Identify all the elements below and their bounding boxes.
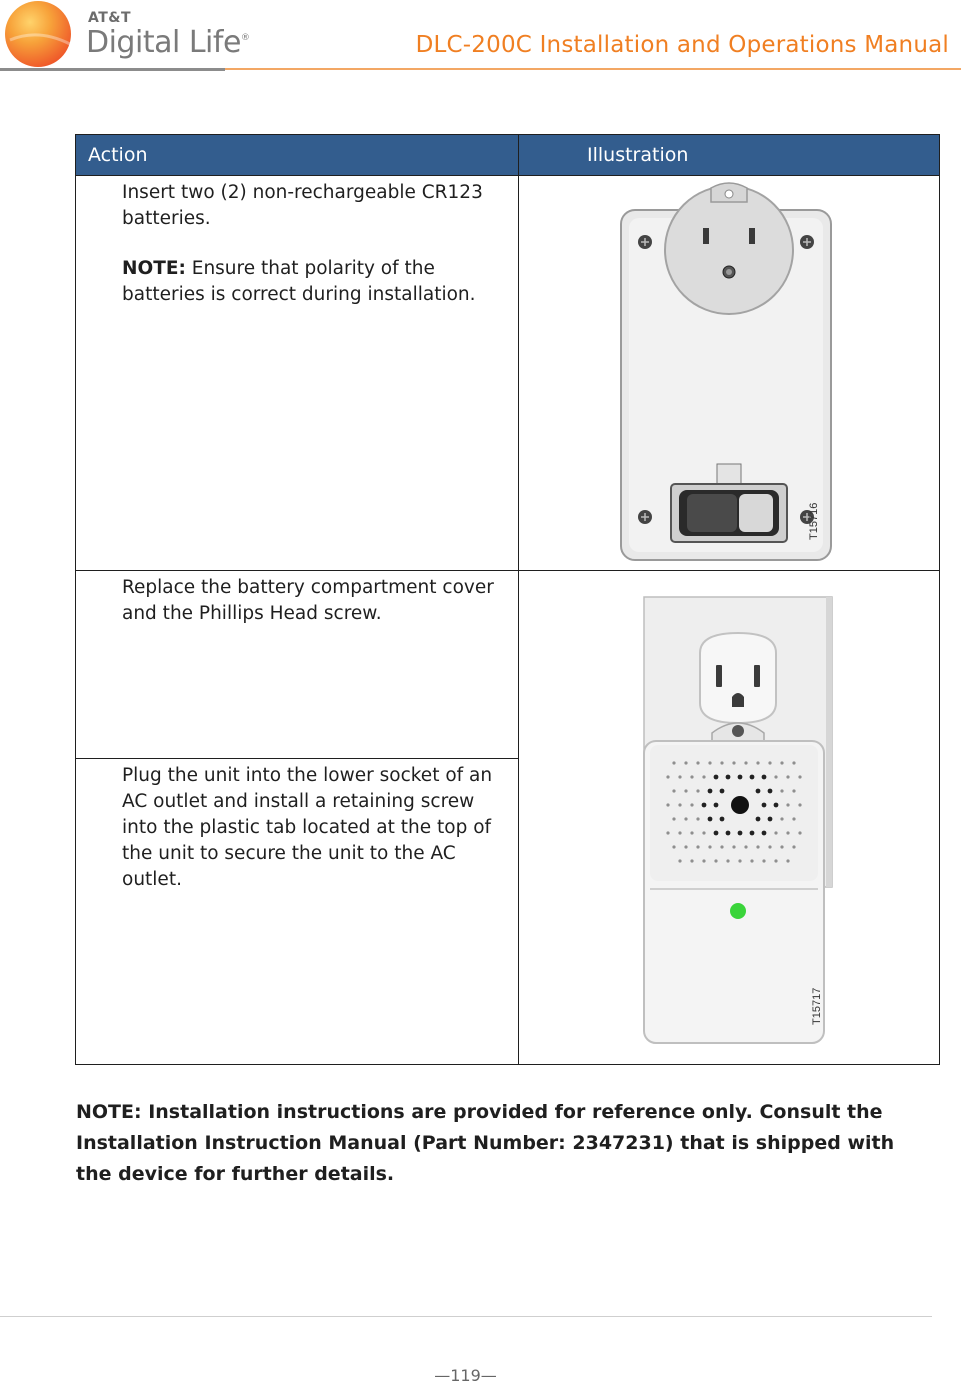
illustration-cell xyxy=(519,571,940,1065)
header-divider-gray xyxy=(0,68,225,71)
action-cell xyxy=(76,571,519,759)
header-divider-orange xyxy=(225,68,961,70)
step-note xyxy=(122,256,498,308)
step-text: Insert two (2) non-rechargeable CR123 batteries. xyxy=(122,182,483,229)
installation-steps-table xyxy=(75,134,940,1065)
note-label: NOTE: xyxy=(122,258,186,279)
step-text: Replace the battery compartment cover and the Phillips Head screw. xyxy=(122,577,494,624)
att-globe-logo-icon xyxy=(4,0,74,68)
table-header-row xyxy=(76,135,940,176)
column-header-action: Action xyxy=(76,135,519,176)
document-title: DLC-200C Installation and Operations Manual xyxy=(415,32,949,58)
page-header xyxy=(0,0,961,72)
ac-outlet-installation-illustration xyxy=(614,593,844,1063)
brand-name: Digital Life® xyxy=(86,25,250,60)
installation-footnote: NOTE: Installation instructions are provided for reference only. Consult the Installation Instruction Manual (Part Number: 2347231) that is shipped with the device for further details. xyxy=(76,1101,895,1185)
figure-id-label: T15716 xyxy=(808,502,820,540)
figure-id-label: T15717 xyxy=(811,987,823,1025)
note-text: Ensure that polarity of the batteries is correct during installation. xyxy=(122,258,476,305)
table-row xyxy=(76,571,940,759)
action-cell xyxy=(76,176,519,571)
column-header-illustration: Illustration xyxy=(519,135,940,176)
table-row xyxy=(76,176,940,571)
illustration-cell xyxy=(519,176,940,571)
status-led-icon xyxy=(730,903,746,919)
step-text: Plug the unit into the lower socket of an AC outlet and install a retaining screw into the plastic tab located at the top of the unit to secure the unit to the AC outlet. xyxy=(122,765,493,890)
brand-small-label: AT&T xyxy=(88,10,132,26)
page-number: —119— xyxy=(434,1366,497,1385)
footer-divider xyxy=(0,1316,932,1317)
battery-compartment-illustration xyxy=(599,180,859,565)
action-cell xyxy=(76,759,519,1065)
